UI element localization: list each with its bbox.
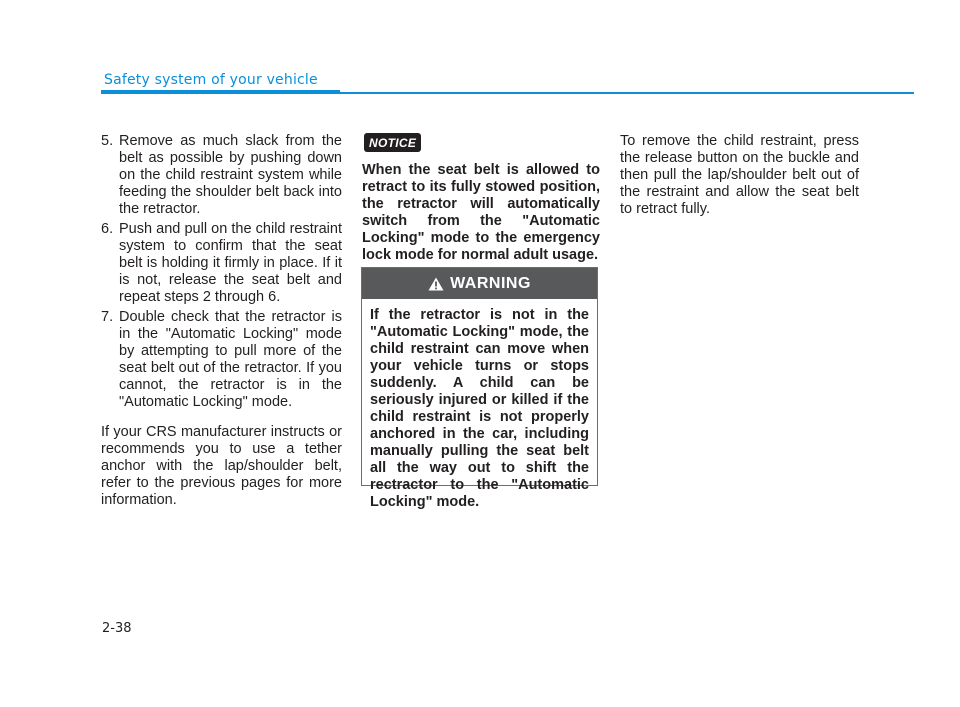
step-number: 6.	[101, 221, 114, 237]
step-text: Double check that the retractor is in the "Automatic Locking" mode by attempting to pull more of the seat belt out of the retractor. If you cannot, the retractor is in the "Automatic Locking" mode.	[119, 309, 342, 410]
warning-triangle-icon	[428, 277, 444, 291]
header-rule-thick	[101, 90, 340, 94]
right-column	[620, 133, 859, 218]
step-text: Push and pull on the child restraint system to confirm that the seat belt is holding it firmly in place. If it is not, release the seat belt and repeat steps 2 through 6.	[119, 221, 342, 305]
step-number: 5.	[101, 133, 114, 149]
page-number: 2-38	[102, 621, 132, 636]
step-number: 7.	[101, 309, 114, 325]
step-7	[101, 309, 342, 411]
middle-column	[362, 133, 600, 264]
tether-paragraph: If your CRS manufacturer instructs or recommends you to use a tether anchor with the lap/shoulder belt, refer to the previous pages for more information.	[101, 424, 342, 508]
warning-title: WARNING	[450, 274, 531, 292]
left-column	[101, 133, 342, 509]
section-title: Safety system of your vehicle	[104, 72, 318, 88]
notice-text: When the seat belt is allowed to retract to its fully stowed position, the retractor will automatically switch from the "Automatic Locking" mode to the emergency lock mode for normal adult usage.	[362, 162, 600, 263]
notice-badge: NOTICE	[364, 133, 421, 152]
remove-restraint-paragraph: To remove the child restraint, press the release button on the buckle and then pull the lap/shoulder belt out of the restraint and allow the seat belt to retract fully.	[620, 133, 859, 217]
step-6	[101, 221, 342, 306]
warning-box	[361, 267, 598, 510]
warning-text: If the retractor is not in the "Automatic Locking" mode, the child restraint can move when your vehicle turns or stops suddenly. A child can be seriously injured or killed if the child restraint is not properly anchored in the car, including manually pulling the seat belt all the way out to shift the rectractor to the "Automatic Locking" mode.	[370, 307, 589, 510]
warning-header	[362, 268, 597, 299]
step-text: Remove as much slack from the belt as possible by pushing down on the child restraint system while feeding the shoulder belt back into the retractor.	[119, 133, 342, 217]
step-5	[101, 133, 342, 218]
header-rule-thin	[340, 92, 914, 94]
